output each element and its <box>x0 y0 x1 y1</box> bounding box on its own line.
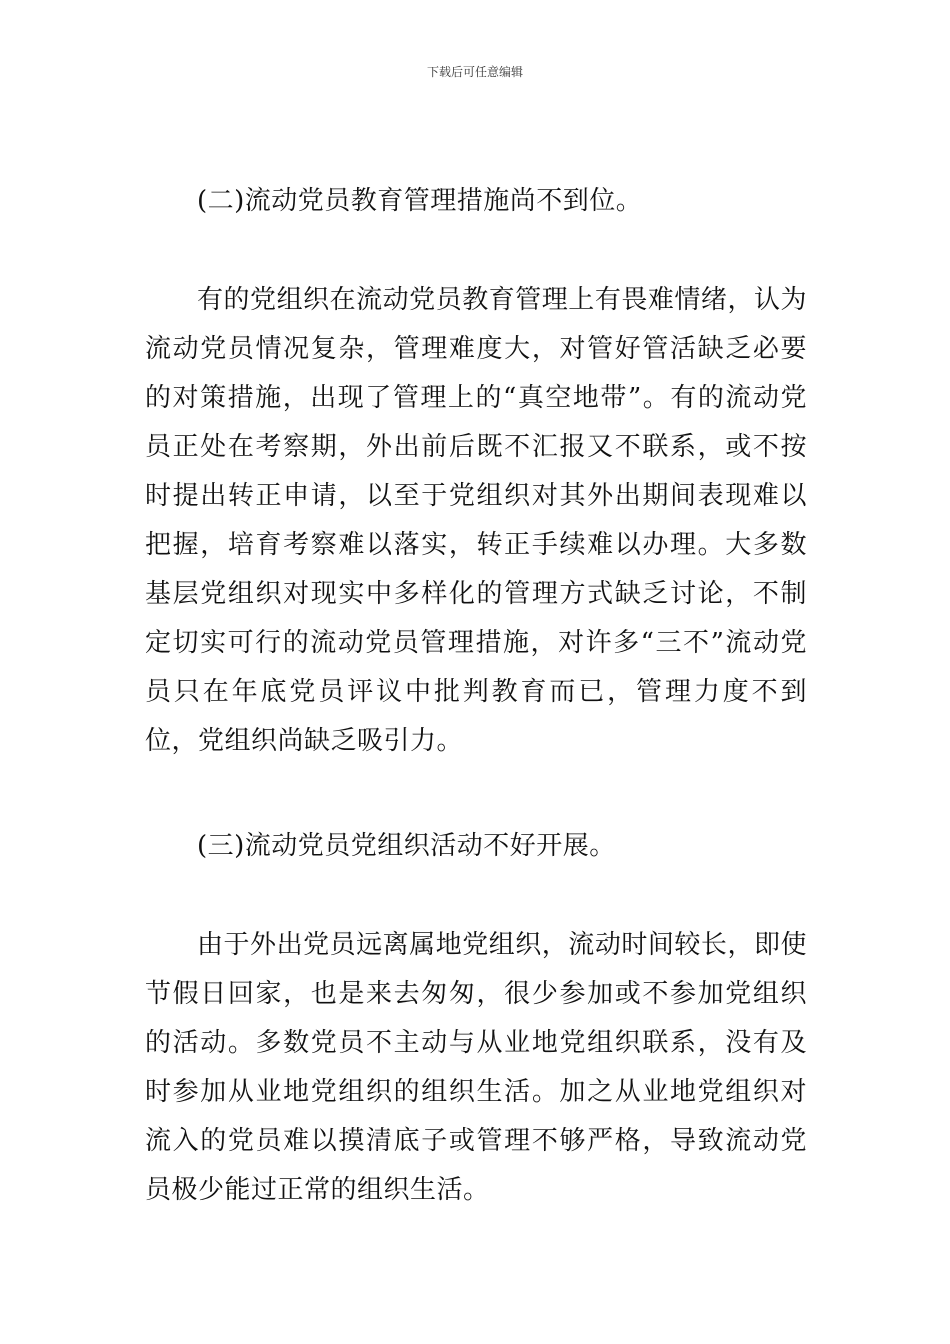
section-paragraph-2: 有的党组织在流动党员教育管理上有畏难情绪，认为流动党员情况复杂，管理难度大，对管好管活缺乏必要的对策措施，出现了管理上的“真空地带”。有的流动党员正处在考察期，外出前后既不汇报又不联系，或不按时提出转正申请，以至于党组织对其外出期间表现难以把握，培育考察难以落实，转正手续难以办理。大多数基层党组织对现实中多样化的管理方式缺乏讨论，不制定切实可行的流动党员管理措施，对许多“三不”流动党员只在年底党员评议中批判教育而已，管理力度不到位，党组织尚缺乏吸引力。 <box>145 285 807 756</box>
header-note: 下载后可任意编辑 <box>426 65 523 79</box>
section-paragraph-3: 由于外出党员远离属地党组织，流动时间较长，即使节假日回家，也是来去匆匆，很少参加或不参加党组织的活动。多数党员不主动与从业地党组织联系，没有及时参加从业地党组织的组织生活。加之从业地党组织对流入的党员难以摸清底子或管理不够严格，导致流动党员极少能过正常的组织生活。 <box>145 930 807 1205</box>
section-heading-2: (二)流动党员教育管理措施尚不到位。 <box>197 186 643 216</box>
section-heading-3: (三)流动党员党组织活动不好开展。 <box>197 831 616 861</box>
